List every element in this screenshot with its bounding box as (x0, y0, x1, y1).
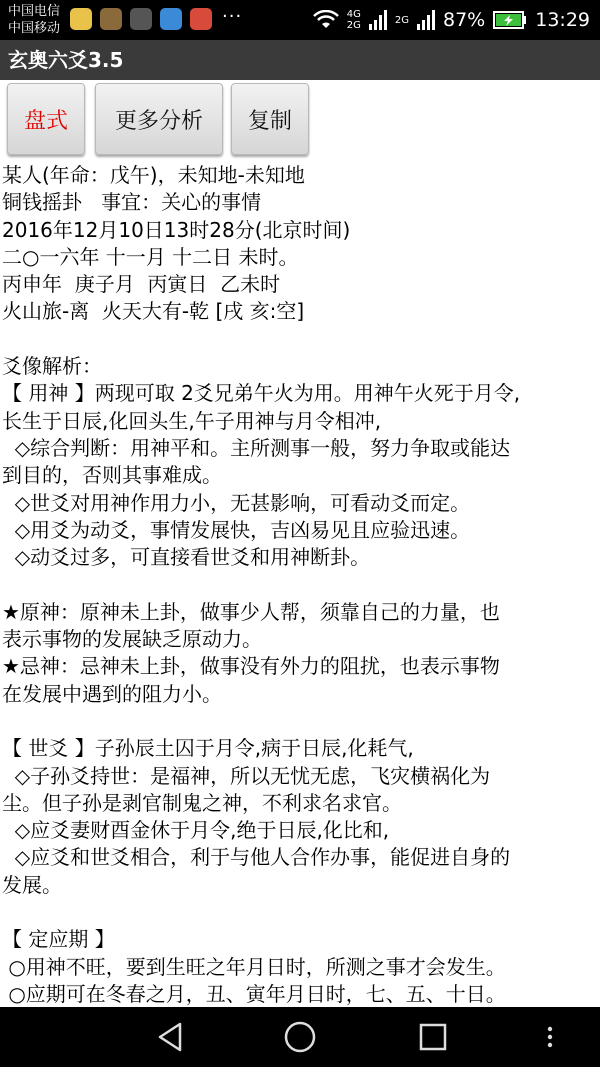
layout-button-label: 盘式 (23, 108, 68, 134)
more-analysis-button-label: 更多分析 (114, 108, 203, 134)
recents-icon[interactable] (403, 1007, 463, 1067)
signal-icon (369, 10, 387, 30)
status-right (313, 0, 590, 40)
text-line (2, 571, 598, 598)
text-line: 到目的，否则其事难成。 (2, 463, 222, 488)
menu-icon[interactable] (530, 1007, 570, 1067)
analysis-text (2, 162, 598, 1006)
text-line: ◇动爻过多，可直接看世爻和用神断卦。 (2, 545, 371, 570)
text-line: 发展。 (2, 872, 62, 897)
status-bar (0, 0, 600, 40)
copy-button[interactable] (231, 83, 309, 155)
battery-percent: 87% (443, 9, 486, 31)
clock: 13:29 (535, 9, 590, 31)
text-line: ◇应爻妻财酉金休于月令,绝于日辰,化比和, (2, 818, 390, 843)
text-line: 表示事物的发展缺乏原动力。 (2, 627, 262, 652)
text-line: 火山旅-离 火天大有-乾 [戌 亥:空] (2, 299, 305, 324)
text-line: 【 用神 】两现可取 2爻兄弟午火为用。用神午火死于月令, (2, 381, 521, 406)
text-line: 铜钱摇卦 事宜：关心的事情 (2, 190, 262, 215)
layout-button[interactable] (7, 83, 85, 155)
text-line: 【 世爻 】子孙辰土囚于月令,病于日辰,化耗气, (2, 736, 414, 761)
copy-button-label: 复制 (247, 108, 292, 134)
text-line: ◇用爻为动爻，事情发展快，吉凶易见且应验迅速。 (2, 517, 471, 542)
app-notification-icon (160, 8, 182, 30)
navigation-bar (0, 1007, 600, 1067)
usb-icon (130, 8, 152, 30)
more-analysis-button[interactable] (95, 83, 223, 155)
text-line: 丙申年 庚子月 丙寅日 乙未时 (2, 272, 281, 297)
text-line (2, 899, 598, 926)
text-line: ◇综合判断：用神平和。主所测事一般，努力争取或能达 (2, 435, 511, 460)
text-line (2, 326, 598, 353)
battery-charging-icon (493, 10, 527, 30)
signal-icon (417, 10, 435, 30)
text-line: 长生于日辰,化回头生,午子用神与月令相冲, (2, 408, 382, 433)
more-notifications-icon: ··· (222, 6, 243, 27)
app-title: 玄奥六爻3.5 (8, 48, 124, 72)
carrier-1: 中国电信 (8, 4, 61, 19)
text-line: 【 定应期 】 (2, 927, 115, 952)
text-line: ○用神不旺，要到生旺之年月日时，所测之事才会发生。 (2, 954, 506, 979)
network-type-2: 2G (394, 14, 409, 26)
text-line: ○应期可在冬春之月，丑、寅年月日时，七、五、十日。 (2, 981, 506, 1006)
home-icon[interactable] (270, 1007, 330, 1067)
location-icon (190, 8, 212, 30)
text-line (2, 708, 598, 735)
app-title-bar (0, 40, 600, 80)
carrier-info (8, 3, 60, 37)
app-notification-icon (70, 8, 92, 30)
wifi-icon (313, 10, 339, 30)
text-line: 2016年12月10日13时28分(北京时间) (2, 217, 351, 242)
text-line: ◇应爻和世爻相合，利于与他人合作办事，能促进自身的 (2, 845, 511, 870)
back-icon[interactable] (140, 1007, 200, 1067)
text-line: ★原神：原神未上卦，做事少人帮，须靠自己的力量，也 (2, 599, 500, 624)
carrier-2: 中国移动 (8, 21, 61, 36)
text-line: 爻像解析： (2, 354, 102, 379)
toolbar (0, 80, 600, 160)
text-line: ◇世爻对用神作用力小，无甚影响，可看动爻而定。 (2, 490, 471, 515)
text-line: 二○一六年 十一月 十二日 未时。 (2, 244, 299, 269)
text-line: 在发展中遇到的阻力小。 (2, 681, 222, 706)
text-line: ◇子孙爻持世：是福神，所以无忧无虑，飞灾横祸化为 (2, 763, 491, 788)
network-type-1: 4G 2G (346, 9, 361, 31)
app-notification-icon (100, 8, 122, 30)
text-line: ★忌神：忌神未上卦，做事没有外力的阻扰，也表示事物 (2, 654, 500, 679)
text-line: 尘。但子孙是剥官制鬼之神，不利求名求官。 (2, 790, 402, 815)
text-line: 某人(年命：戊午)，未知地-未知地 (2, 163, 305, 187)
